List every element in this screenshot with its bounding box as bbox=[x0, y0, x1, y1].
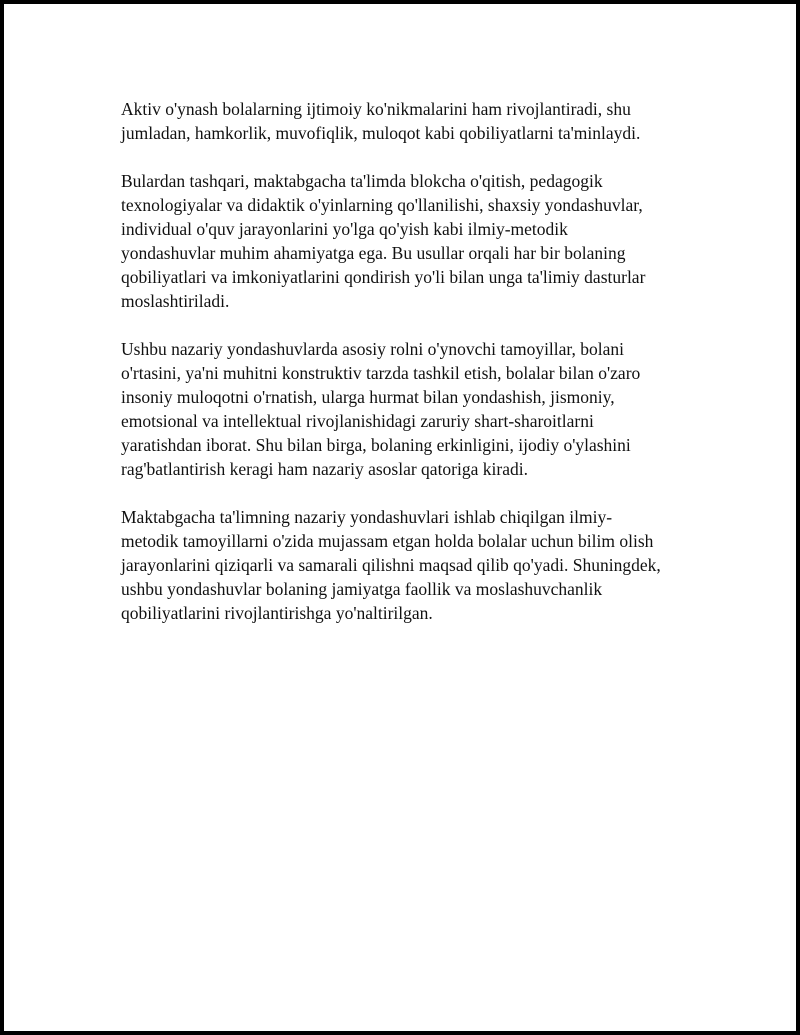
paragraph-1: Aktiv o'ynash bolalarning ijtimoiy ko'nikmalarini ham rivojlantiradi, shu jumladan, hamkorlik, muvofiqlik, muloqot kabi qobiliyatlarni ta'minlaydi. bbox=[121, 99, 641, 143]
document-body bbox=[121, 97, 701, 649]
paragraph-2: Bulardan tashqari, maktabgacha ta'limda blokcha o'qitish, pedagogik texnologiyalar va didaktik o'yinlarning qo'llanilishi, shaxsiy yondashuvlar, individual o'quv jarayonlarini yo'lga qo'yish kabi ilmiy-metodik yondashuvlar muhim ahamiyatga ega. Bu usullar orqali har bir bolaning qobiliyatlari va imkoniyatlarini qondirish yo'li bilan unga ta'limiy dasturlar moslashtiriladi. bbox=[121, 171, 646, 311]
paragraph-3: Ushbu nazariy yondashuvlarda asosiy rolni o'ynovchi tamoyillar, bolani o'rtasini, ya'ni muhitni konstruktiv tarzda tashkil etish, bolalar bilan o'zaro insoniy muloqotni o'rnatish, ularga hurmat bilan yondashish, jismoniy, emotsional va intellektual rivojlanishidagi zaruriy shart-sharoitlarni yaratishdan iborat. Shu bilan birga, bolaning erkinligini, ijodiy o'ylashini rag'batlantirish keragi ham nazariy asoslar qatoriga kiradi. bbox=[121, 339, 641, 479]
paragraph-4: Maktabgacha ta'limning nazariy yondashuvlari ishlab chiqilgan ilmiy- metodik tamoyillarni o'zida mujassam etgan holda bolalar uchun bilim olish jarayonlarini qiziqarli va samarali qilishni maqsad qilib qo'yadi. Shuningdek, ushbu yondashuvlar bolaning jamiyatga faollik va moslashuvchanlik qobiliyatlarini rivojlantirishga yo'naltirilgan. bbox=[121, 507, 661, 623]
